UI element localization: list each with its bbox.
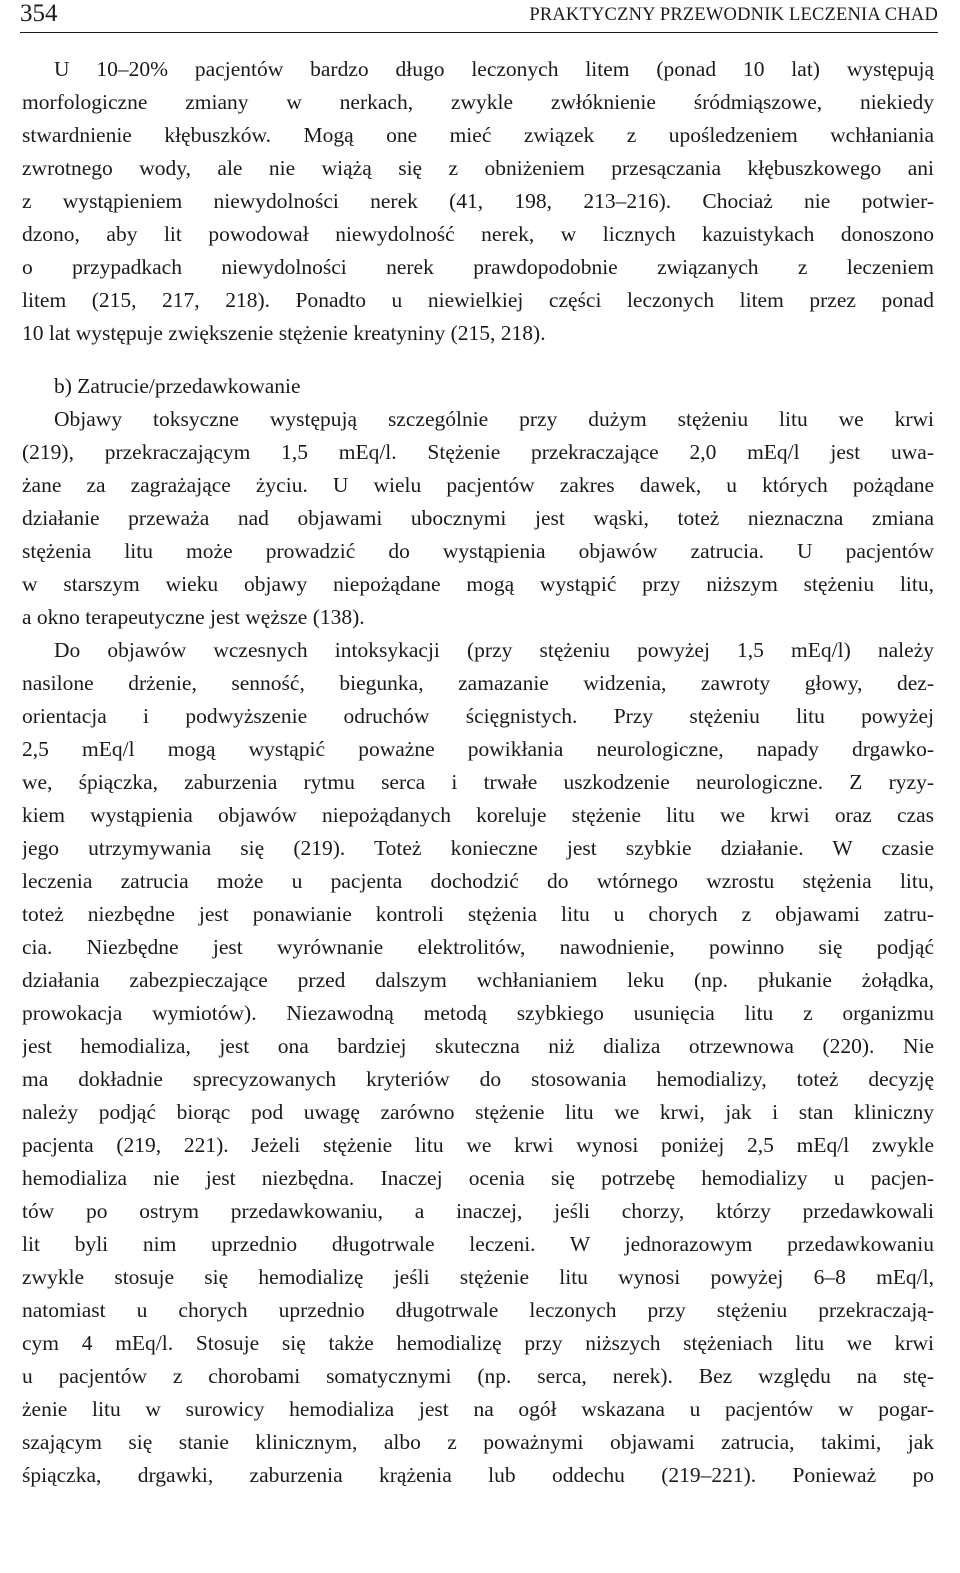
text-line: stwardnienie kłębuszków. Mogą one mieć związek z upośledzeniem wchłaniania — [22, 123, 934, 147]
section-spacing — [22, 350, 934, 370]
running-title: PRAKTYCZNY PRZEWODNIK LECZENIA CHAD — [529, 5, 938, 25]
text-line: 2,5 mEq/l mogą wystąpić poważne powikłania neurologiczne, napady drgawko- — [22, 737, 934, 761]
running-header — [20, 0, 938, 30]
text-line: szającym się stanie klinicznym, albo z poważnymi objawami zatrucia, takimi, jak — [22, 1430, 934, 1454]
text-line: nasilone drżenie, senność, biegunka, zamazanie widzenia, zawroty głowy, dez- — [22, 671, 934, 695]
text-line: cia. Niezbędne jest wyrównanie elektrolitów, nawodnienie, powinno się podjąć — [22, 935, 934, 959]
text-line: lit byli nim uprzednio długotrwale leczeni. W jednorazowym przedawkowaniu — [22, 1232, 934, 1256]
text-line: jest hemodializa, jest ona bardziej skuteczna niż dializa otrzewnowa (220). Nie — [22, 1034, 934, 1058]
paragraph-early-symptoms — [22, 634, 934, 1492]
text-line: działanie przeważa nad objawami ubocznymi jest wąski, toteż nieznaczna zmiana — [22, 506, 934, 530]
text-line: litem (215, 217, 218). Ponadto u niewielkiej części leczonych litem przez ponad — [22, 288, 934, 312]
header-rule — [20, 32, 938, 33]
text-line: żane za zagrażające życiu. U wielu pacjentów zakres dawek, u których pożądane — [22, 473, 934, 497]
body-text — [22, 53, 934, 1492]
text-line: prowokacja wymiotów). Niezawodną metodą szybkiego usunięcia litu z organizmu — [22, 1001, 934, 1025]
text-line: u pacjentów z chorobami somatycznymi (np. serca, nerek). Bez względu na stę- — [22, 1364, 934, 1388]
text-line: dzono, aby lit powodował niewydolność nerek, w licznych kazuistykach donoszono — [22, 222, 934, 246]
text-line: cym 4 mEq/l. Stosuje się także hemodializę przy niższych stężeniach litu we krwi — [22, 1331, 934, 1355]
paragraph-renal-changes — [22, 53, 934, 350]
text-line: o przypadkach niewydolności nerek prawdopodobnie związanych z leczeniem — [22, 255, 934, 279]
paragraph-toxicity — [22, 403, 934, 634]
text-line: działania zabezpieczające przed dalszym wchłanianiem leku (np. płukanie żołądka, — [22, 968, 934, 992]
text-line: pacjenta (219, 221). Jeżeli stężenie litu we krwi wynosi poniżej 2,5 mEq/l zwykle — [22, 1133, 934, 1157]
section-heading: b) Zatrucie/przedawkowanie — [54, 374, 301, 398]
text-line: żenie litu w surowicy hemodializa jest na ogół wskazana u pacjentów w pogar- — [22, 1397, 934, 1421]
text-line: stężenia litu może prowadzić do wystąpienia objawów zatrucia. U pacjentów — [22, 539, 934, 563]
text-line: kiem wystąpienia objawów niepożądanych koreluje stężenie litu we krwi oraz czas — [22, 803, 934, 827]
text-line: Objawy toksyczne występują szczególnie przy dużym stężeniu litu we krwi — [54, 407, 934, 431]
text-line: śpiączka, drgawki, zaburzenia krążenia lub oddechu (219–221). Ponieważ po — [22, 1463, 934, 1487]
text-line: należy podjąć biorąc pod uwagę zarówno stężenie litu we krwi, jak i stan kliniczny — [22, 1100, 934, 1124]
text-line: U 10–20% pacjentów bardzo długo leczonych litem (ponad 10 lat) występują — [54, 57, 934, 81]
text-line: z wystąpieniem niewydolności nerek (41, 198, 213–216). Chociaż nie potwier- — [22, 189, 934, 213]
text-line: w starszym wieku objawy niepożądane mogą wystąpić przy niższym stężeniu litu, — [22, 572, 934, 596]
text-line: ma dokładnie sprecyzowanych kryteriów do stosowania hemodializy, toteż decyzję — [22, 1067, 934, 1091]
text-line: tów po ostrym przedawkowaniu, a inaczej, jeśli chorzy, którzy przedawkowali — [22, 1199, 934, 1223]
text-line: morfologiczne zmiany w nerkach, zwykle zwłóknienie śródmiąszowe, niekiedy — [22, 90, 934, 114]
text-line: we, śpiączka, zaburzenia rytmu serca i trwałe uszkodzenie neurologiczne. Z ryzy- — [22, 770, 934, 794]
text-line: hemodializa nie jest niezbędna. Inaczej ocenia się potrzebę hemodializy u pacjen- — [22, 1166, 934, 1190]
text-line: natomiast u chorych uprzednio długotrwale leczonych przy stężeniu przekraczają- — [22, 1298, 934, 1322]
text-line: zwrotnego wody, ale nie wiążą się z obniżeniem przesączania kłębuszkowego ani — [22, 156, 934, 180]
text-line: jego utrzymywania się (219). Toteż konieczne jest szybkie działanie. W czasie — [22, 836, 934, 860]
text-line: (219), przekraczającym 1,5 mEq/l. Stężenie przekraczające 2,0 mEq/l jest uwa- — [22, 440, 934, 464]
page-number: 354 — [20, 0, 58, 27]
text-line: a okno terapeutyczne jest węższe (138). — [22, 605, 365, 629]
text-line: 10 lat występuje zwiększenie stężenie kreatyniny (215, 218). — [22, 321, 546, 345]
text-line: orientacja i podwyższenie odruchów ścięgnistych. Przy stężeniu litu powyżej — [22, 704, 934, 728]
text-line: Do objawów wczesnych intoksykacji (przy stężeniu powyżej 1,5 mEq/l) należy — [54, 638, 934, 662]
text-line: zwykle stosuje się hemodializę jeśli stężenie litu wynosi powyżej 6–8 mEq/l, — [22, 1265, 934, 1289]
text-line: leczenia zatrucia może u pacjenta dochodzić do wtórnego wzrostu stężenia litu, — [22, 869, 934, 893]
text-line: toteż niezbędne jest ponawianie kontroli stężenia litu u chorych z objawami zatru- — [22, 902, 934, 926]
